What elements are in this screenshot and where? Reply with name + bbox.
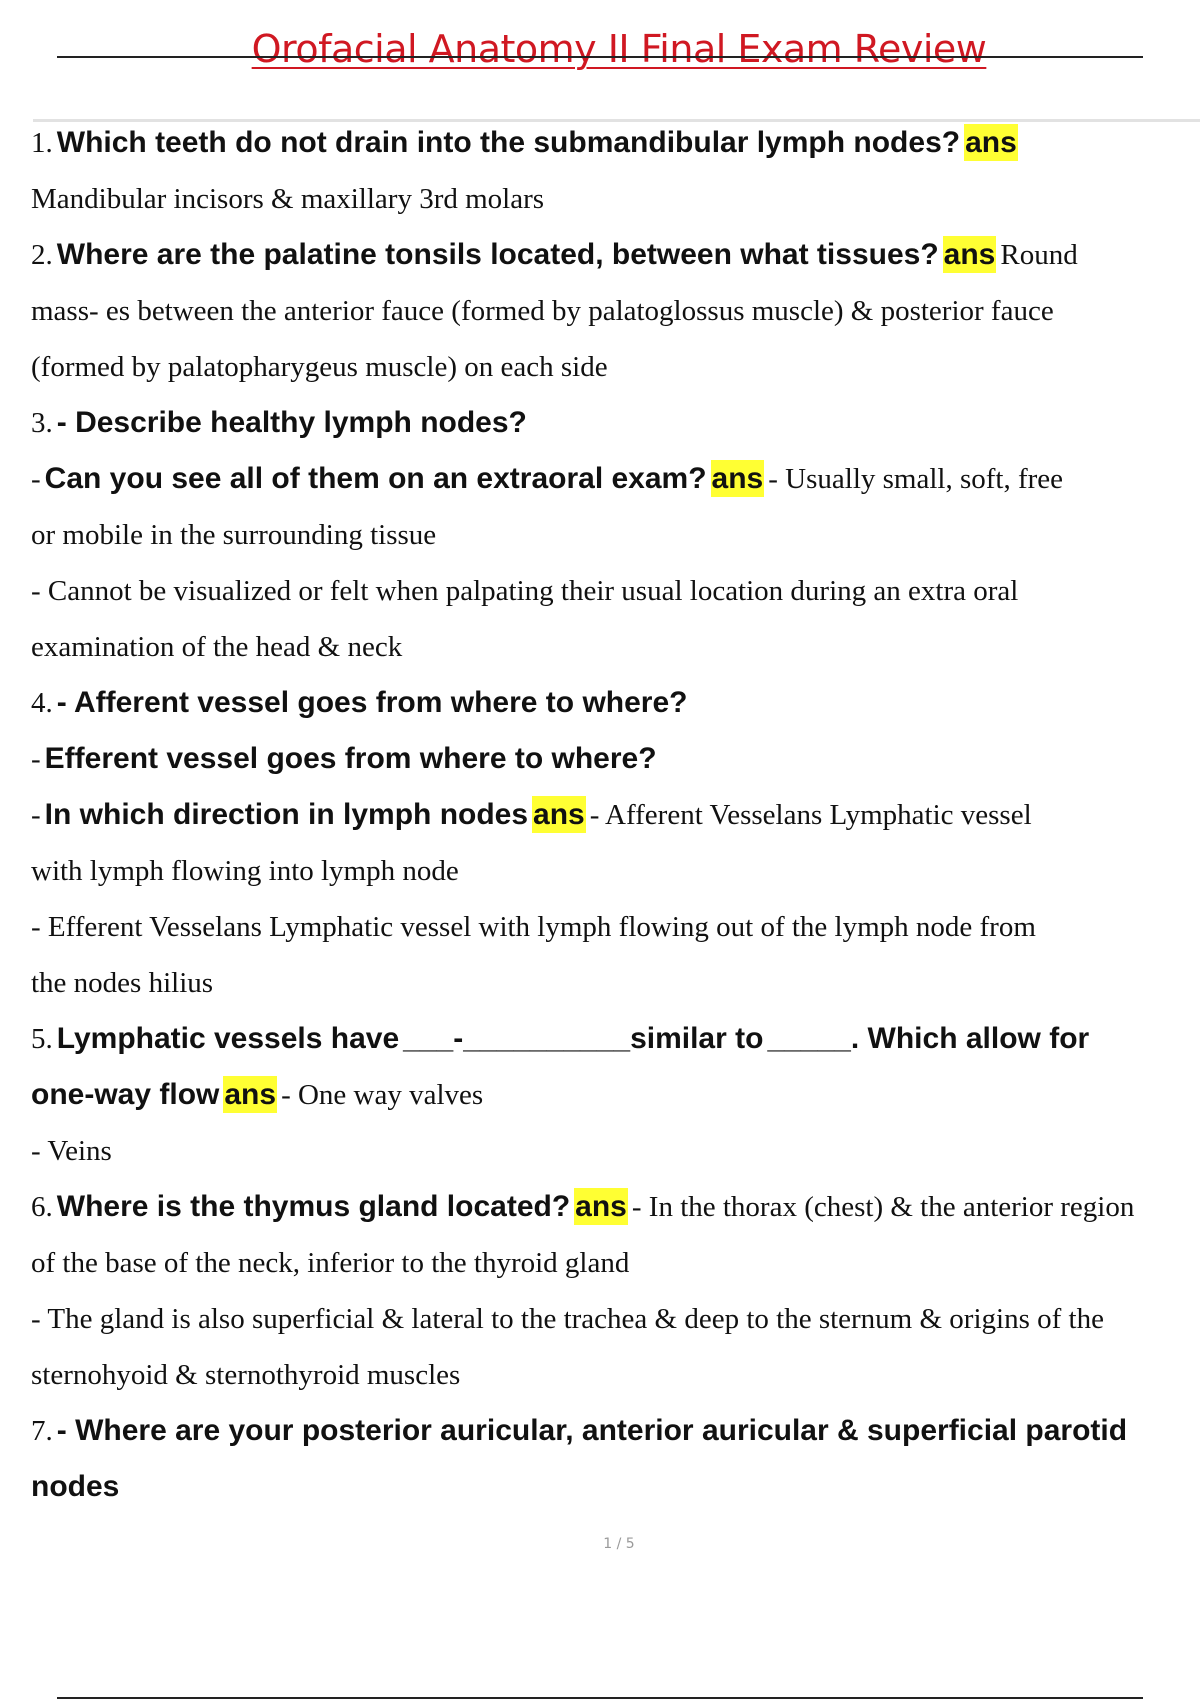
- answer-text: - Afferent Vesselans Lymphatic vessel: [589, 799, 1032, 831]
- question-number: 4.: [31, 687, 53, 719]
- answer-text: - Cannot be visualized or felt when palpating their usual location during an extra oral: [31, 575, 1019, 607]
- question-text: Where are the palatine tonsils located, between what tissues?: [56, 238, 939, 271]
- answer-text: sternohyoid & sternothyroid muscles: [31, 1359, 461, 1391]
- dash: -: [31, 463, 41, 495]
- question-text: Where is the thymus gland located?: [56, 1190, 571, 1223]
- fill-in-blank: ___-__________: [403, 1022, 631, 1055]
- question-4-part-3: [31, 787, 1200, 843]
- answer-text: of the base of the neck, inferior to the thyroid gland: [31, 1247, 630, 1279]
- question-5: [31, 1011, 1200, 1067]
- answer-text: - Efferent Vesselans Lymphatic vessel with lymph flowing out of the lymph node from: [31, 911, 1036, 943]
- question-2: [31, 227, 1200, 283]
- footer-rule: [57, 1697, 1143, 1699]
- question-list: [31, 115, 1200, 1515]
- question-3-part-2: [31, 451, 1200, 507]
- question-7: [31, 1403, 1200, 1459]
- ans-highlight: ans: [965, 126, 1017, 159]
- page-title: Orofacial Anatomy II Final Exam Review: [251, 27, 987, 72]
- answer-6-line-3: [31, 1291, 1200, 1347]
- answer-text: mass- es between the anterior fauce (formed by palatoglossus muscle) & posterior fauce: [31, 295, 1054, 327]
- question-text: one-way flow: [31, 1078, 220, 1111]
- answer-3-line-2: [31, 507, 1200, 563]
- question-6: [31, 1179, 1200, 1235]
- answer-2-line-2: [31, 283, 1200, 339]
- answer-text: (formed by palatopharygeus muscle) on each side: [31, 351, 608, 383]
- question-1: [31, 115, 1200, 171]
- ans-highlight: ans: [533, 798, 585, 831]
- question-4: [31, 675, 1200, 731]
- answer-text: or mobile in the surrounding tissue: [31, 519, 437, 551]
- question-text: Lymphatic vessels have: [56, 1022, 400, 1055]
- answer-text: - In the thorax (chest) & the anterior region: [631, 1191, 1135, 1223]
- answer-2-line-3: [31, 339, 1200, 395]
- answer-text: with lymph flowing into lymph node: [31, 855, 459, 887]
- question-text: nodes: [31, 1470, 120, 1503]
- question-number: 1.: [31, 127, 53, 159]
- question-text: - Where are your posterior auricular, anterior auricular & superficial parotid: [56, 1414, 1128, 1447]
- question-5-part-2: [31, 1067, 1200, 1123]
- question-7-part-2: [31, 1459, 1200, 1515]
- question-3: [31, 395, 1200, 451]
- question-4-part-2: [31, 731, 1200, 787]
- dash: -: [31, 799, 41, 831]
- answer-4-line-4: [31, 955, 1200, 1011]
- answer-text: the nodes hilius: [31, 967, 214, 999]
- answer-3-line-3: [31, 563, 1200, 619]
- answer-6-line-2: [31, 1235, 1200, 1291]
- question-text: Can you see all of them on an extraoral exam?: [44, 462, 707, 495]
- dash: -: [31, 743, 41, 775]
- answer-text: Round: [1000, 239, 1078, 271]
- question-text: similar to: [630, 1022, 764, 1055]
- question-text: Efferent vessel goes from where to where?: [44, 742, 657, 775]
- answer-4-line-2: [31, 843, 1200, 899]
- question-number: 2.: [31, 239, 53, 271]
- answer-6-line-4: [31, 1347, 1200, 1403]
- answer-5-line-2: [31, 1123, 1200, 1179]
- title-rule: [57, 56, 1143, 58]
- question-number: 3.: [31, 407, 53, 439]
- answer-4-line-3: [31, 899, 1200, 955]
- question-text: - Describe healthy lymph nodes?: [56, 406, 527, 439]
- answer-text: examination of the head & neck: [31, 631, 403, 663]
- ans-highlight: ans: [575, 1190, 627, 1223]
- question-text: - Afferent vessel goes from where to where?: [56, 686, 688, 719]
- answer-3-line-4: [31, 619, 1200, 675]
- question-number: 5.: [31, 1023, 53, 1055]
- answer-1: [31, 171, 1200, 227]
- question-number: 6.: [31, 1191, 53, 1223]
- answer-text: - Veins: [31, 1135, 112, 1167]
- answer-text: - One way valves: [281, 1079, 484, 1111]
- question-text: Which teeth do not drain into the submandibular lymph nodes?: [56, 126, 961, 159]
- answer-text: - Usually small, soft, free: [768, 463, 1064, 495]
- question-text: . Which allow for: [850, 1022, 1090, 1055]
- answer-text: - The gland is also superficial & lateral to the trachea & deep to the sternum & origins of the: [31, 1303, 1104, 1335]
- question-number: 7.: [31, 1415, 53, 1447]
- ans-highlight: ans: [711, 462, 764, 495]
- question-text: In which direction in lymph nodes: [44, 798, 529, 831]
- fill-in-blank: _____: [767, 1022, 851, 1055]
- answer-text: Mandibular incisors & maxillary 3rd molars: [31, 183, 545, 215]
- page-number: 1 / 5: [603, 1536, 635, 1552]
- ans-highlight: ans: [224, 1078, 277, 1111]
- ans-highlight: ans: [943, 238, 996, 271]
